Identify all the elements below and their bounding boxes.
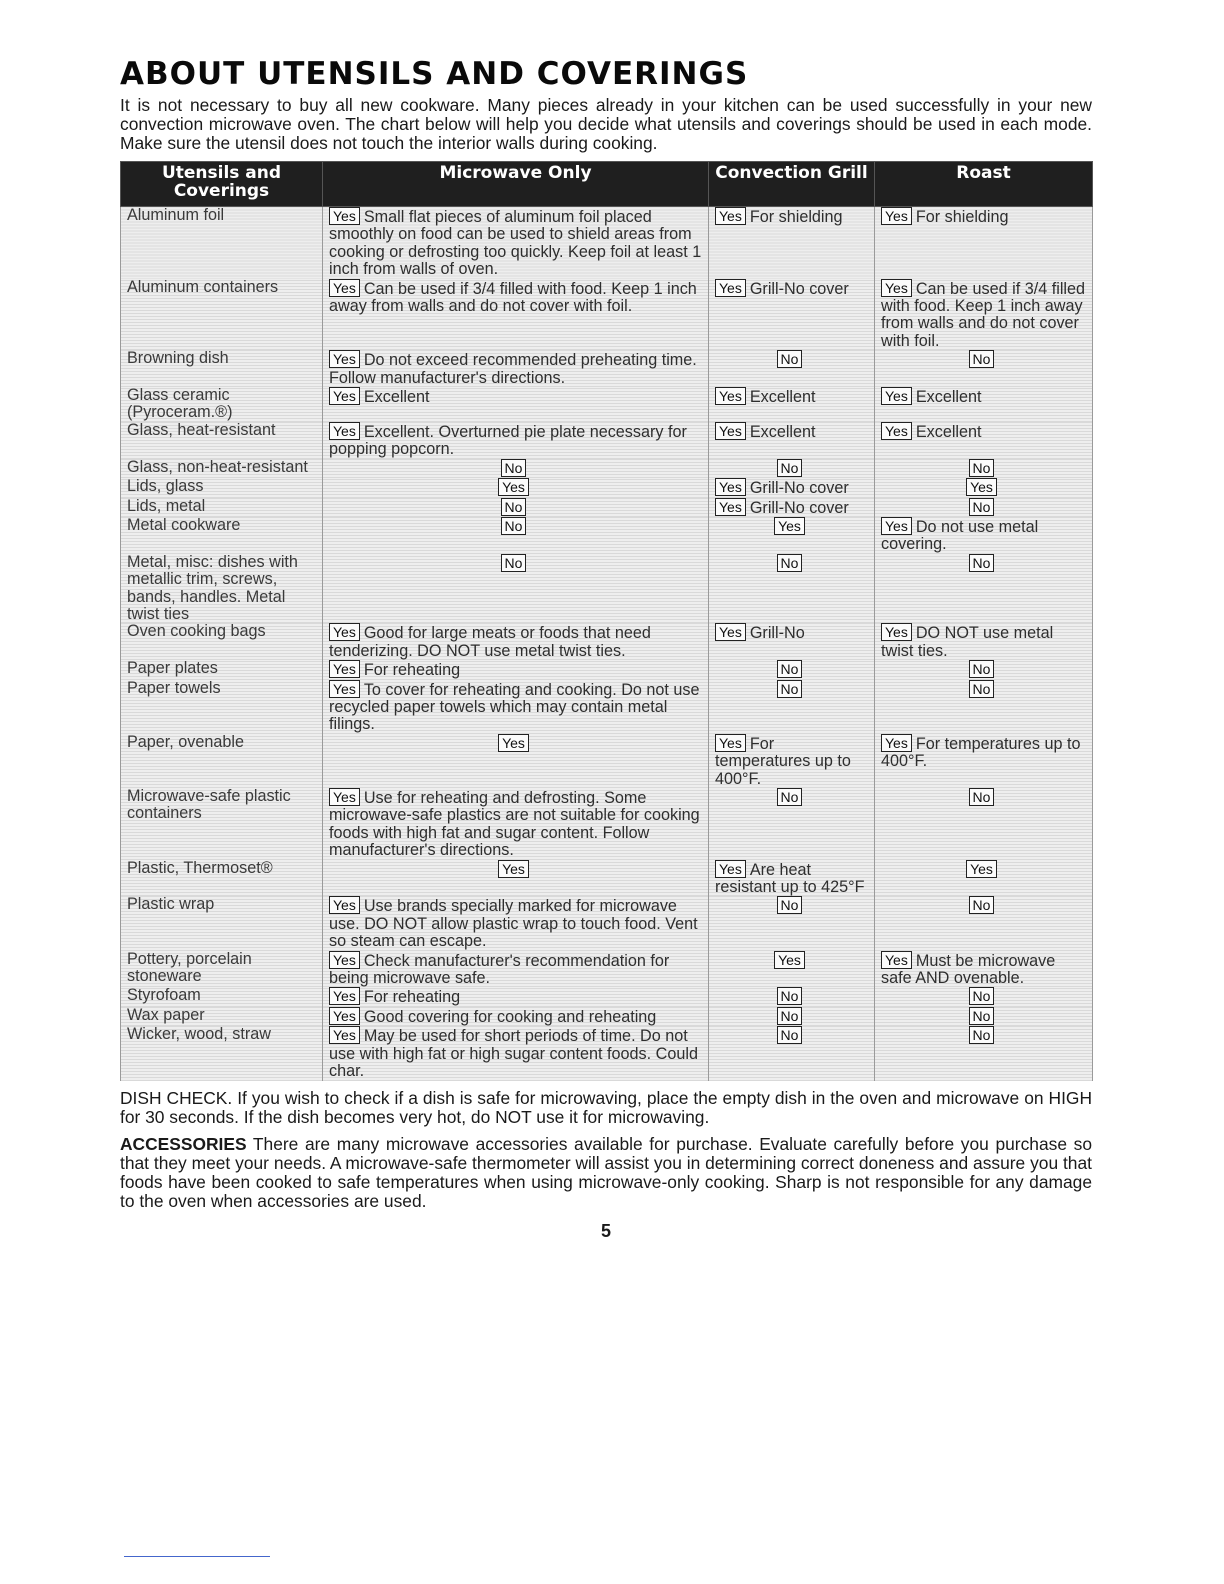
cell-convection-grill	[709, 207, 875, 279]
cell-convection-grill	[709, 896, 875, 950]
cell-microwave-only	[323, 1007, 709, 1026]
cell-microwave-only	[323, 207, 709, 279]
yes-badge: Yes	[774, 951, 805, 969]
cell-note: Must be microwave safe AND ovenable.	[881, 951, 1056, 988]
cell-note: Excellent	[749, 388, 816, 407]
utensil-name: Paper towels	[121, 680, 323, 734]
header-utensils: Utensils and Coverings	[121, 162, 323, 207]
cell-roast	[875, 660, 1093, 679]
cell-note: For temperatures up to 400°F.	[881, 734, 1081, 771]
cell-roast	[875, 350, 1093, 387]
yes-badge: Yes	[498, 860, 529, 878]
table-row	[121, 896, 1093, 950]
no-badge: No	[501, 498, 527, 516]
cell-microwave-only	[323, 517, 709, 554]
yes-badge: Yes	[715, 498, 746, 516]
no-badge: No	[969, 788, 995, 806]
yes-badge: Yes	[329, 422, 360, 440]
utensil-name: Glass ceramic (Pyroceram.®)	[121, 387, 323, 422]
cell-microwave-only	[323, 896, 709, 950]
no-badge: No	[777, 1007, 803, 1025]
cell-convection-grill	[709, 459, 875, 478]
yes-badge: Yes	[329, 207, 360, 225]
cell-note: Grill-No cover	[749, 479, 849, 498]
yes-badge: Yes	[715, 734, 746, 752]
cell-note: Do not exceed recommended preheating time. Follow manufacturer's directions.	[329, 351, 697, 387]
utensil-name: Metal, misc: dishes with metallic trim, screws, bands, handles. Metal twist ties	[121, 554, 323, 624]
utensil-name: Aluminum containers	[121, 279, 323, 351]
cell-microwave-only	[323, 498, 709, 517]
cell-note: Grill-No cover	[749, 498, 849, 517]
yes-badge: Yes	[329, 896, 360, 914]
cell-note: Excellent	[363, 388, 430, 407]
intro-paragraph: It is not necessary to buy all new cookware. Many pieces already in your kitchen can be used successfully in your new convection microwave oven. The chart below will help you decide what utensils and coverings should be used in each mode. Make sure the utensil does not touch the interior walls during cooking.	[120, 95, 1092, 153]
header-microwave-only: Microwave Only	[323, 162, 709, 207]
cell-roast	[875, 896, 1093, 950]
yes-badge: Yes	[715, 279, 746, 297]
cell-roast	[875, 422, 1093, 459]
cell-note: Can be used if 3/4 filled with food. Keep 1 inch away from walls and do not cover with foil.	[881, 279, 1086, 350]
utensil-name: Metal cookware	[121, 517, 323, 554]
utensil-name: Glass, heat-resistant	[121, 422, 323, 459]
cell-note: May be used for short periods of time. Do not use with high fat or high sugar content foods. Could char.	[329, 1027, 698, 1081]
utensil-name: Microwave-safe plastic containers	[121, 788, 323, 860]
cell-convection-grill	[709, 734, 875, 788]
cell-convection-grill	[709, 498, 875, 517]
page-number: 5	[600, 1220, 611, 1241]
cell-convection-grill	[709, 387, 875, 422]
utensil-name: Paper, ovenable	[121, 734, 323, 788]
header-convection-grill: Convection Grill	[709, 162, 875, 207]
no-badge: No	[969, 554, 995, 572]
cell-note: Good covering for cooking and reheating	[363, 1007, 657, 1026]
cell-note: For shielding	[915, 208, 1009, 226]
cell-microwave-only	[323, 623, 709, 660]
no-badge: No	[969, 350, 995, 368]
table-row	[121, 680, 1093, 734]
table-row	[121, 660, 1093, 679]
cell-microwave-only	[323, 350, 709, 387]
cell-microwave-only	[323, 422, 709, 459]
footnote-rule	[124, 1556, 270, 1557]
utensil-name: Glass, non-heat-resistant	[121, 459, 323, 478]
cell-microwave-only	[323, 459, 709, 478]
cell-note: Excellent	[915, 422, 982, 441]
no-badge: No	[777, 350, 803, 368]
yes-badge: Yes	[774, 517, 805, 535]
cell-roast	[875, 478, 1093, 497]
utensil-name: Plastic, Thermoset®	[121, 860, 323, 897]
header-roast: Roast	[875, 162, 1093, 207]
cell-microwave-only	[323, 860, 709, 897]
cell-roast	[875, 623, 1093, 660]
cell-microwave-only	[323, 554, 709, 624]
cell-note: Use for reheating and defrosting. Some microwave-safe plastics are not suitable for cooking foods with high fat and sugar content. Follow manufacturer's directions.	[329, 789, 700, 860]
no-badge: No	[969, 896, 995, 914]
no-badge: No	[777, 788, 803, 806]
no-badge: No	[501, 459, 527, 477]
utensil-name: Wicker, wood, straw	[121, 1026, 323, 1080]
table-row	[121, 951, 1093, 988]
cell-microwave-only	[323, 387, 709, 422]
cell-roast	[875, 207, 1093, 279]
cell-note: Check manufacturer's recommendation for being microwave safe.	[329, 951, 670, 988]
no-badge: No	[969, 660, 995, 678]
table-row	[121, 623, 1093, 660]
utensil-name: Plastic wrap	[121, 896, 323, 950]
table-row	[121, 987, 1093, 1006]
table-row	[121, 478, 1093, 497]
no-badge: No	[969, 459, 995, 477]
yes-badge: Yes	[498, 734, 529, 752]
utensil-name: Aluminum foil	[121, 207, 323, 279]
cell-microwave-only	[323, 279, 709, 351]
utensil-name: Lids, metal	[121, 498, 323, 517]
cell-note: For temperatures up to 400°F.	[715, 734, 851, 788]
table-row	[121, 498, 1093, 517]
cell-microwave-only	[323, 478, 709, 497]
cell-convection-grill	[709, 517, 875, 554]
cell-roast	[875, 517, 1093, 554]
utensil-name: Browning dish	[121, 350, 323, 387]
no-badge: No	[501, 554, 527, 572]
yes-badge: Yes	[881, 734, 912, 752]
cell-microwave-only	[323, 680, 709, 734]
yes-badge: Yes	[715, 478, 746, 496]
yes-badge: Yes	[715, 387, 746, 405]
yes-badge: Yes	[715, 422, 746, 440]
cell-convection-grill	[709, 680, 875, 734]
cell-note: For reheating	[363, 661, 461, 680]
no-badge: No	[969, 498, 995, 516]
cell-note: To cover for reheating and cooking. Do not use recycled paper towels which may contain metal filings.	[329, 680, 700, 734]
yes-badge: Yes	[329, 680, 360, 698]
yes-badge: Yes	[881, 279, 912, 297]
cell-roast	[875, 734, 1093, 788]
cell-roast	[875, 387, 1093, 422]
cell-roast	[875, 554, 1093, 624]
cell-note: Use brands specially marked for microwave use. DO NOT allow plastic wrap to touch food. Vent so steam can escape.	[329, 897, 698, 951]
no-badge: No	[777, 660, 803, 678]
utensil-name: Wax paper	[121, 1007, 323, 1026]
cell-roast	[875, 951, 1093, 988]
cell-convection-grill	[709, 788, 875, 860]
cell-roast	[875, 459, 1093, 478]
cell-microwave-only	[323, 734, 709, 788]
yes-badge: Yes	[329, 623, 360, 641]
no-badge: No	[777, 680, 803, 698]
cell-roast	[875, 1007, 1093, 1026]
yes-badge: Yes	[881, 422, 912, 440]
table-row	[121, 1007, 1093, 1026]
cell-note: Can be used if 3/4 filled with food. Keep 1 inch away from walls and do not cover with foil.	[329, 279, 697, 316]
accessories-label: ACCESSORIES	[120, 1133, 247, 1154]
no-badge: No	[777, 554, 803, 572]
cell-roast	[875, 860, 1093, 897]
table-body	[121, 207, 1093, 1081]
cell-convection-grill	[709, 1026, 875, 1080]
yes-badge: Yes	[966, 860, 997, 878]
yes-badge: Yes	[329, 1026, 360, 1044]
table-row	[121, 387, 1093, 422]
yes-badge: Yes	[715, 860, 746, 878]
yes-badge: Yes	[329, 951, 360, 969]
cell-note: Excellent	[915, 388, 982, 407]
yes-badge: Yes	[715, 623, 746, 641]
no-badge: No	[777, 896, 803, 914]
dish-check-paragraph: DISH CHECK. If you wish to check if a dish is safe for microwaving, place the empty dish in the oven and microwave on HIGH for 30 seconds. If the dish becomes very hot, do NOT use it for microwaving.	[120, 1087, 1092, 1127]
no-badge: No	[777, 987, 803, 1005]
cell-convection-grill	[709, 987, 875, 1006]
utensil-name: Oven cooking bags	[121, 623, 323, 660]
cell-microwave-only	[323, 788, 709, 860]
no-badge: No	[777, 459, 803, 477]
yes-badge: Yes	[881, 387, 912, 405]
cell-convection-grill	[709, 279, 875, 351]
cell-microwave-only	[323, 987, 709, 1006]
cell-roast	[875, 498, 1093, 517]
cell-note: Excellent. Overturned pie plate necessary for popping popcorn.	[329, 422, 687, 459]
table-row	[121, 279, 1093, 351]
table-row	[121, 860, 1093, 897]
cell-note: Grill-No	[749, 624, 805, 643]
yes-badge: Yes	[329, 1007, 360, 1025]
yes-badge: Yes	[881, 207, 912, 225]
yes-badge: Yes	[329, 387, 360, 405]
cell-note: DO NOT use metal twist ties.	[881, 624, 1054, 660]
yes-badge: Yes	[966, 478, 997, 496]
cell-convection-grill	[709, 422, 875, 459]
table-row	[121, 422, 1093, 459]
cell-roast	[875, 680, 1093, 734]
table-row	[121, 517, 1093, 554]
yes-badge: Yes	[329, 279, 360, 297]
cell-note: Small flat pieces of aluminum foil placed smoothly on food can be used to shield areas from cooking or defrosting too quickly. Keep foil at least 1 inch from walls of oven.	[329, 208, 702, 279]
no-badge: No	[969, 987, 995, 1005]
no-badge: No	[777, 1026, 803, 1044]
yes-badge: Yes	[329, 350, 360, 368]
cell-note: For shielding	[749, 208, 843, 226]
no-badge: No	[969, 1026, 995, 1044]
cell-convection-grill	[709, 1007, 875, 1026]
cell-convection-grill	[709, 860, 875, 897]
cell-microwave-only	[323, 951, 709, 988]
utensils-table	[120, 161, 1093, 1081]
utensil-name: Paper plates	[121, 660, 323, 679]
cell-microwave-only	[323, 1026, 709, 1080]
no-badge: No	[501, 517, 527, 535]
cell-note: Are heat resistant up to 425°F	[715, 860, 865, 897]
cell-convection-grill	[709, 554, 875, 624]
cell-roast	[875, 987, 1093, 1006]
cell-note: Grill-No cover	[749, 279, 849, 298]
table-row	[121, 350, 1093, 387]
yes-badge: Yes	[881, 517, 912, 535]
utensil-name: Styrofoam	[121, 987, 323, 1006]
cell-microwave-only	[323, 660, 709, 679]
table-row	[121, 554, 1093, 624]
yes-badge: Yes	[498, 478, 529, 496]
table-row	[121, 459, 1093, 478]
page-title: ABOUT UTENSILS AND COVERINGS	[120, 56, 749, 92]
cell-note: Excellent	[749, 422, 816, 441]
no-badge: No	[969, 680, 995, 698]
cell-note: For reheating	[363, 988, 461, 1007]
page	[120, 56, 1092, 1242]
cell-note: Do not use metal covering.	[881, 517, 1039, 554]
cell-note: Good for large meats or foods that need tenderizing. DO NOT use metal twist ties.	[329, 624, 651, 660]
accessories-paragraph	[120, 1135, 1092, 1211]
utensil-name: Pottery, porcelain stoneware	[121, 951, 323, 988]
cell-roast	[875, 279, 1093, 351]
cell-roast	[875, 1026, 1093, 1080]
table-row	[121, 207, 1093, 279]
yes-badge: Yes	[881, 951, 912, 969]
cell-convection-grill	[709, 478, 875, 497]
table-row	[121, 734, 1093, 788]
table-header-row	[121, 162, 1093, 207]
yes-badge: Yes	[329, 660, 360, 678]
cell-convection-grill	[709, 660, 875, 679]
no-badge: No	[969, 1007, 995, 1025]
accessories-text: There are many microwave accessories available for purchase. Evaluate carefully before you purchase so that they meet your needs. A microwave-safe thermometer will assist you in determining correct doneness and assure you that foods have been cooked to safe temperatures when using microwave-only cooking. Sharp is not responsible for any damage to the oven when accessories are used.	[120, 1133, 1092, 1211]
yes-badge: Yes	[715, 207, 746, 225]
cell-convection-grill	[709, 623, 875, 660]
yes-badge: Yes	[881, 623, 912, 641]
cell-convection-grill	[709, 951, 875, 988]
utensil-name: Lids, glass	[121, 478, 323, 497]
table-row	[121, 1026, 1093, 1080]
yes-badge: Yes	[329, 788, 360, 806]
cell-convection-grill	[709, 350, 875, 387]
table-row	[121, 788, 1093, 860]
cell-roast	[875, 788, 1093, 860]
yes-badge: Yes	[329, 987, 360, 1005]
